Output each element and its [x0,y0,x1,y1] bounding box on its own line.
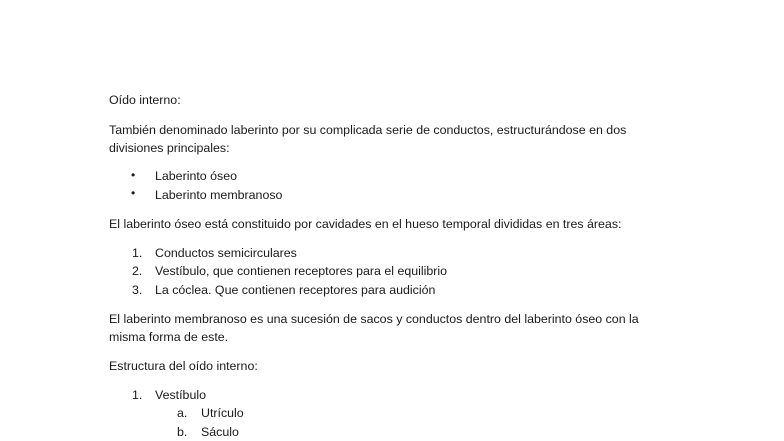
list-number: 1. [132,388,143,402]
oseo-paragraph: El laberinto óseo está constituido por cavidades en el hueso temporal divididas en tres áreas: [109,217,622,231]
list-item-text: Conductos semicirculares [155,246,297,260]
list-item-text: Vestíbulo [155,388,206,402]
estructura-heading: Estructura del oído interno: [109,359,258,373]
list-item-text: Laberinto membranoso [155,188,283,202]
list-number: 1. [132,246,143,260]
intro-paragraph-line-2: divisiones principales: [109,141,230,155]
list-item-text: Utrículo [201,406,244,420]
membranoso-paragraph-line-2: misma forma de este. [109,330,229,344]
intro-paragraph-line-1: También denominado laberinto por su complicada serie de conductos, estructurándose en dos [109,123,627,137]
bullet-marker: • [131,186,136,200]
list-letter: b. [177,425,188,439]
list-number: 2. [132,264,143,278]
list-item-text: Vestíbulo, que contienen receptores para el equilibrio [155,264,448,278]
list-item-text: Sáculo [201,425,239,439]
list-item-text: La cóclea. Que contienen receptores para audición [155,283,436,297]
list-letter: a. [177,406,188,420]
membranoso-paragraph-line-1: El laberinto membranoso es una sucesión de sacos y conductos dentro del laberinto óseo con la [109,312,639,326]
bullet-marker: • [131,168,136,182]
list-item-text: Laberinto óseo [155,169,237,183]
section-heading-oido-interno: Oído interno: [109,93,181,107]
list-number: 3. [132,283,143,297]
